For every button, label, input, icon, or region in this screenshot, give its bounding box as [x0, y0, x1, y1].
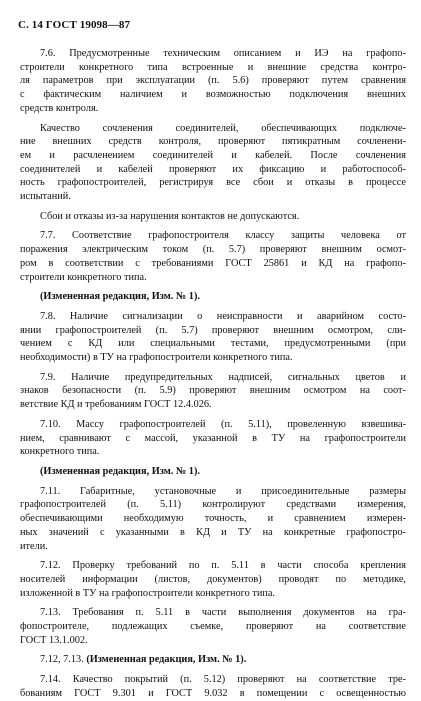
text-line: поражения электрическим током (п. 5.7) проверяют внешним осмот-	[20, 244, 406, 256]
paragraph	[20, 310, 406, 365]
text-line: нием, сравнивают с массой, указанной в ТУ на графопостроители	[20, 432, 406, 444]
text-line: 7.13. Требования п. 5.11 в части выполнения документов на гра-	[40, 607, 406, 619]
paragraph	[20, 653, 406, 667]
paragraph	[20, 122, 406, 204]
text-line: обеспечивающими необходимую точность, и сравнением измерен-	[20, 513, 406, 525]
text-line: 7.12. Проверку требований по п. 5.11 в части способа крепления	[40, 560, 406, 572]
paragraph	[20, 465, 406, 479]
text-line: ГОСТ 13.1.002.	[20, 634, 88, 646]
text-line: 7.6. Предусмотренные техническим описанием и ИЭ на графопо-	[40, 48, 406, 59]
text-line: 7.9. Наличие предупредительных надписей, сигнальных цветов и	[40, 371, 406, 383]
text-line: соединителей и кабелей проверяют их фиксацию и работоспособ-	[20, 163, 406, 175]
text-line: ром в соответствии с требованиями ГОСТ 25861 и КД на графопо-	[20, 257, 406, 269]
document-body	[20, 47, 406, 701]
paragraph	[20, 673, 406, 700]
text-line: ных значений с указанными в КД и ТУ на конкретные графопостро-	[20, 526, 406, 538]
text-line: янии графопостроителей (п. 5.7) проверяют внешним осмотром, сли-	[20, 324, 406, 336]
paragraph	[20, 47, 406, 116]
text-line: ля параметров при эксплуатации (п. 5.6) проверяют путем сравнения	[20, 75, 406, 87]
text-line: изложенной в ТУ на графопостроители конкретного типа.	[20, 587, 276, 599]
text-line: чением с КД или специальными тестами, предусмотренными (при	[20, 338, 406, 350]
text-line: с фактическим наличием и возможностью подключения внешних	[20, 89, 406, 101]
text-line	[20, 653, 406, 667]
text-line: строители конкретного типа.	[20, 271, 147, 283]
amendment-note: (Измененная редакция, Изм. № 1).	[40, 291, 200, 303]
text-line: графопостроителей (п. 5.11) контролируют средствами измерения,	[20, 499, 406, 511]
text-line: носителей информации (листов, документов) проводят по методике,	[20, 573, 406, 585]
paragraph	[20, 418, 406, 459]
clause-reference: 7.12, 7.13.	[40, 654, 87, 666]
paragraph	[20, 371, 406, 412]
amendment-note: (Измененная редакция, Изм. № 1).	[86, 654, 247, 666]
text-line: Качество сочленения соединителей, обеспечивающих подключе-	[40, 122, 406, 134]
paragraph	[20, 485, 406, 554]
text-line: ность графопостроителей, регистрируя все сбои и отказы в процессе	[20, 177, 406, 189]
text-line: 7.11. Габаритные, установочные и присоединительные размеры	[40, 485, 406, 497]
text-line: 7.10. Массу графопостроителей (п. 5.11), провеленную взвешива-	[40, 418, 406, 430]
paragraph	[20, 559, 406, 600]
amendment-note: (Измененная редакция, Изм. № 1).	[40, 465, 200, 477]
text-line: строители конкретного типа встроенные и внешние средства контро-	[20, 61, 406, 73]
text-line: ние внешних средств контроля, проверяют пятикратным сочленени-	[20, 136, 406, 148]
text-line: фопостроителе, подлежащих съемке, проверяют на соответствие	[20, 621, 406, 633]
paragraph	[20, 229, 406, 284]
text-line: Сбои и отказы из-за нарушения контактов не допускаются.	[40, 210, 300, 222]
paragraph	[20, 210, 406, 224]
text-line: бованиям ГОСТ 9.301 и ГОСТ 9.032 в помещении с освещенностью	[20, 687, 406, 699]
text-line: знаков безопасности (п. 5.9) проверяют внешним осмотром на соот-	[20, 385, 406, 397]
text-line: конкретного типа.	[20, 446, 100, 458]
text-line: необходимости) в ТУ на графопостроители конкретного типа.	[20, 352, 293, 364]
text-line: ители.	[20, 540, 48, 552]
paragraph	[20, 290, 406, 304]
text-line: 7.8. Наличие сигнализации о неисправности и аварийном состо-	[40, 310, 406, 322]
text-line: 7.14. Качество покрытий (п. 5.12) проверяют на соответствие тре-	[40, 674, 406, 686]
page-header: С. 14 ГОСТ 19098—87	[18, 19, 131, 31]
text-line: испытаний.	[20, 191, 71, 203]
paragraph	[20, 606, 406, 647]
text-line: ветствие КД и требованиям ГОСТ 12.4.026.	[20, 399, 212, 411]
text-line: 7.7. Соответствие графопостроителя классу защиты человека от	[40, 230, 406, 242]
text-line: средств контроля.	[20, 102, 99, 114]
text-line: ем и расчленением соединителей и кабелей. После сочленения	[20, 149, 406, 161]
